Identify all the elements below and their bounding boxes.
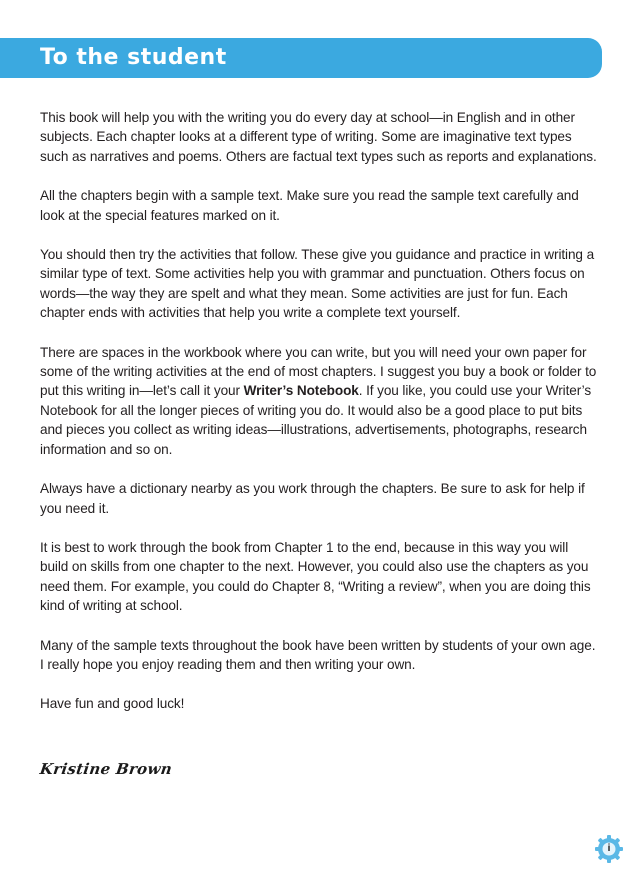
- writers-notebook-term: Writer’s Notebook: [243, 383, 359, 399]
- paragraph-chapter-order: It is best to work through the book from Chapter 1 to the end, because in this way you will build on skills from one chapter to the next. However, you could also use the chapters as you need them. For example, you could do Chapter 8, “Writing a review”, when you are doing this kind of writing at school.: [40, 539, 591, 614]
- paragraph-closing: Have fun and good luck!: [40, 696, 185, 712]
- paragraph-dictionary: Always have a dictionary nearby as you work through the chapters. Be sure to ask for help if you need it.: [40, 481, 585, 516]
- author-signature: Kristine Brown: [38, 760, 174, 778]
- paragraph-writers-notebook: [40, 343, 600, 459]
- paragraph-sample-text: All the chapters begin with a sample text. Make sure you read the sample text carefully and look at the special features marked on it.: [40, 188, 579, 223]
- page-number-badge: [594, 834, 624, 864]
- body-text: [40, 108, 600, 734]
- paragraph-intro: This book will help you with the writing you do every day at school—in English and in other subjects. Each chapter looks at a different type of writing. Some are imaginative text types such as narratives and poems. Others are factual text types such as reports and explanations.: [40, 110, 597, 164]
- page-title: To the student: [40, 45, 227, 70]
- paragraph-sample-authors: Many of the sample texts throughout the book have been written by students of your own age. I really hope you enjoy reading them and then writing your own.: [40, 637, 596, 672]
- notebook-text-after: . If you like, you could use your Writer’s Notebook for all the longer pieces of writing you do. It would also be a good place to put bits and pieces you collect as writing ideas—illustrations, advertisements, photographs, research information and so on.: [40, 383, 592, 457]
- paragraph-activities: You should then try the activities that follow. These give you guidance and practice in writing a similar type of text. Some activities help you with grammar and punctuation. Others focus on words—the way they are spelt and what they mean. Some activities are just for fun. Each chapter ends with activities that help you write a complete text yourself.: [40, 247, 595, 321]
- notebook-text-before: There are spaces in the workbook where you can write, but you will need your own paper for some of the writing activities at the end of most chapters. I suggest you buy a book or folder to put this writing in—let’s call it your: [40, 344, 597, 399]
- page-number: i: [607, 843, 611, 854]
